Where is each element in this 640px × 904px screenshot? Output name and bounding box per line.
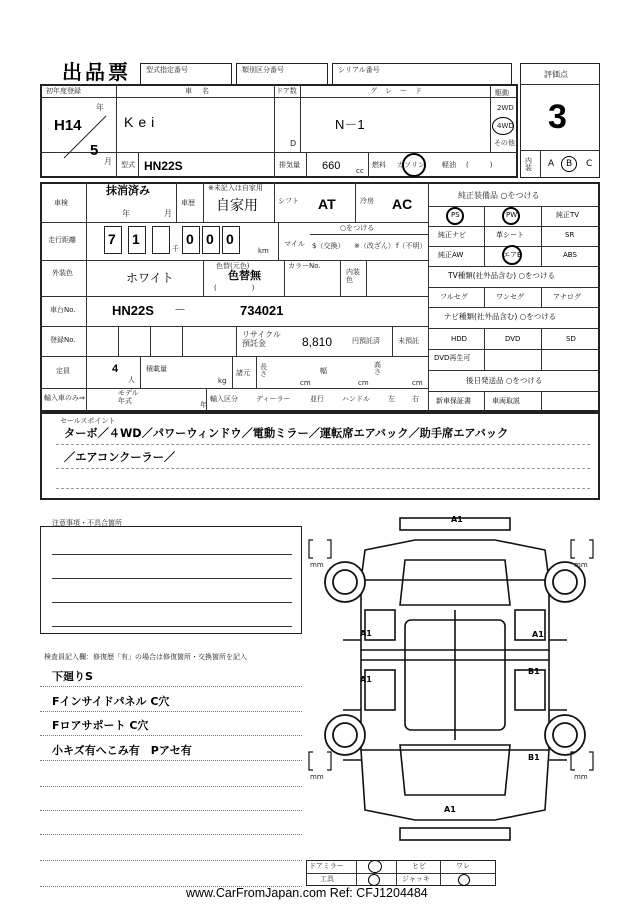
damage-mark-rear: A1 xyxy=(444,805,456,814)
displacement-label: 排気量 xyxy=(279,161,300,169)
car-name-label: 車名 xyxy=(185,87,219,95)
inspector-line-1: 下廻りS xyxy=(52,670,93,683)
ac-label: 冷房 xyxy=(360,197,374,205)
door-count-label: ドア数 xyxy=(276,87,297,95)
fuel-gasoline-circle xyxy=(402,153,426,177)
displacement: 660 xyxy=(322,160,341,172)
serial-label: シリアル番号 xyxy=(338,66,380,74)
car-damage-diagram xyxy=(305,510,605,850)
year-era: H14 xyxy=(54,117,82,134)
repaint-value: 色替無 xyxy=(228,269,261,282)
use-value: 自家用 xyxy=(216,197,258,213)
interior-b: B xyxy=(566,159,573,169)
km-digit-2: 1 xyxy=(132,231,140,247)
score-label: 評価点 xyxy=(544,70,568,79)
pw-circle xyxy=(502,207,520,225)
drive-label: 駆動 xyxy=(495,89,509,97)
sheet-title: 出品票 xyxy=(62,62,131,84)
capacity-label: 定員 xyxy=(56,367,70,375)
chassis-number: 734021 xyxy=(240,303,284,318)
interior-a: A xyxy=(548,159,555,169)
exterior-color-label: 外装色 xyxy=(52,269,73,277)
inspection-label: 車検 xyxy=(54,199,68,207)
inspection-value: 抹消済み xyxy=(106,184,150,197)
grade: N－1 xyxy=(335,117,365,132)
car-name: Kei xyxy=(124,114,160,130)
damage-mark-front: A1 xyxy=(451,515,463,524)
class-code-label: 類別区分番号 xyxy=(242,66,284,74)
month: 5 xyxy=(90,142,99,159)
damage-mark-left-front: A1 xyxy=(360,629,372,638)
first-reg-label: 初年度登録 xyxy=(46,87,81,95)
import-label: 輸入車のみ⇒ xyxy=(44,394,85,402)
km-digit-5: 0 xyxy=(226,231,234,247)
inspector-line-3: Fロアサポート C穴 xyxy=(52,719,149,732)
chassis-label: 車台No. xyxy=(50,306,76,314)
interior-b-circle xyxy=(561,156,577,172)
capacity: 4 xyxy=(112,363,119,375)
inspector-line-4: 小キズ有へこみ有 Pアセ有 xyxy=(52,744,192,757)
grade-label: グレード xyxy=(370,87,430,95)
notes-box xyxy=(40,526,302,634)
sales-line-1: ターボ／４WD／パワーウィンドウ／電動ミラー／運転席エアバック／助手席エアバック xyxy=(64,427,509,440)
ps-circle xyxy=(446,207,464,225)
km-digit-1: 7 xyxy=(108,231,116,247)
interior-label: 内装 xyxy=(525,157,532,172)
type-approval-label: 型式指定番号 xyxy=(146,66,188,74)
damage-mark-right-door: B1 xyxy=(528,667,540,676)
airbag-circle xyxy=(502,245,522,265)
mileage-label: 走行距離 xyxy=(48,236,76,244)
history-label: 車歴 xyxy=(181,199,195,207)
inspector-label: 検査員記入欄：修復歴「有」の場合は修復箇所・交換箇所を記入 xyxy=(44,653,247,661)
km-digit-4: 0 xyxy=(206,231,214,247)
tool-circle xyxy=(368,874,380,886)
footer-ref: www.CarFromJapan.com Ref: CFJ1204484 xyxy=(186,886,428,900)
sales-points-label: セールスポイント xyxy=(60,417,116,425)
mile-label: マイル xyxy=(284,240,305,248)
jack-circle xyxy=(458,874,470,886)
damage-mark-left-door: A1 xyxy=(360,675,372,684)
interior-c: C xyxy=(586,159,593,169)
fuel-label: 燃料 xyxy=(372,161,386,169)
year-slash xyxy=(60,112,110,162)
damage-mark-right-front: A1 xyxy=(532,630,544,639)
inspector-line-2: Fインサイドパネル C穴 xyxy=(52,695,170,708)
recycle-fee: 8,810 xyxy=(302,335,333,349)
shift-label: シフト xyxy=(278,197,299,205)
reg-no-label: 登録No. xyxy=(50,336,76,344)
score-value: 3 xyxy=(548,98,567,136)
sales-line-2: ／エアコンクーラー／ xyxy=(64,451,176,464)
notes-label: 注意事項・不具合箇所 xyxy=(52,519,122,527)
model-code: HN22S xyxy=(144,159,183,173)
exterior-color: ホワイト xyxy=(126,271,174,285)
damage-mark-right-rear: B1 xyxy=(528,753,540,762)
km-digit-3: 0 xyxy=(186,231,194,247)
use-note: ※未記入は自家用 xyxy=(208,184,263,192)
chassis-prefix: HN22S xyxy=(112,303,154,318)
equip-title: 純正装備品 ○をつける xyxy=(458,191,540,200)
shift-value: AT xyxy=(318,196,336,212)
ac-value: AC xyxy=(392,196,413,212)
model-code-label: 型式 xyxy=(121,161,135,169)
drive-4wd-circle xyxy=(492,117,514,135)
mirror-circle xyxy=(368,860,382,873)
